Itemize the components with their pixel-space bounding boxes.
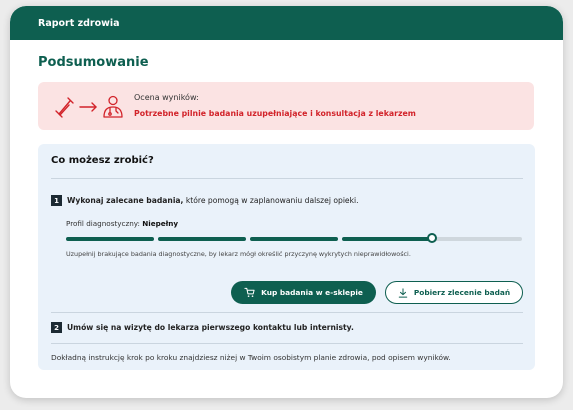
page-title: Podsumowanie [38, 55, 149, 70]
profile-value: Niepełny [142, 219, 179, 228]
download-referral-button[interactable] [385, 281, 523, 304]
alert-message: Potrzebne pilnie badania uzupełniające i konsultacja z lekarzem [134, 109, 416, 118]
buy-tests-button[interactable] [231, 281, 376, 304]
arrow-right-icon [80, 103, 96, 111]
plan-instructions: Dokładną instrukcję krok po kroku znajdziesz niżej w Twoim osobistym planie zdrowia, pod opisem wyników. [51, 353, 451, 362]
progress-segment [66, 237, 154, 241]
progress-segment-empty [434, 237, 522, 241]
step-1-hint: Uzupełnij brakujące badania diagnostyczne, by lekarz mógł określić przyczynę wykrytych nieprawidłowości. [66, 250, 411, 258]
download-referral-label: Pobierz zlecenie badań [413, 288, 511, 297]
actions-title: Co możesz zrobić? [51, 155, 154, 166]
report-header [10, 6, 563, 40]
step-2-bold: Umów się na wizytę do lekarza pierwszego kontaktu lub internisty. [67, 323, 354, 332]
divider [51, 312, 523, 313]
doctor-icon [104, 97, 122, 118]
actions-panel [38, 144, 535, 370]
buy-tests-label: Kup badania w e-sklepie [261, 288, 363, 297]
divider [51, 178, 523, 179]
progress-knob [427, 233, 437, 243]
step-number-1: 1 [51, 195, 62, 206]
alert-icons [52, 94, 126, 118]
diagnostic-profile [66, 219, 178, 228]
test-tube-icon [56, 98, 73, 117]
step-1-bold: Wykonaj zalecane badania, [67, 196, 184, 205]
progress-segment [342, 237, 430, 241]
progress-segment [250, 237, 338, 241]
divider [51, 343, 523, 344]
alert-label: Ocena wyników: [134, 93, 199, 102]
progress-segment [158, 237, 246, 241]
cart-icon [244, 287, 255, 298]
step-1-rest: które pomogą w zaplanowaniu dalszej opieki. [183, 196, 359, 205]
step-1-text [67, 196, 359, 205]
download-icon [398, 288, 408, 298]
step-2-text [67, 323, 354, 332]
results-alert [38, 82, 534, 130]
step-number-2: 2 [51, 322, 62, 333]
diagnostic-progress [66, 235, 522, 243]
profile-label: Profil diagnostyczny: [66, 219, 140, 228]
report-header-title: Raport zdrowia [38, 17, 120, 29]
health-report-card [10, 6, 563, 398]
